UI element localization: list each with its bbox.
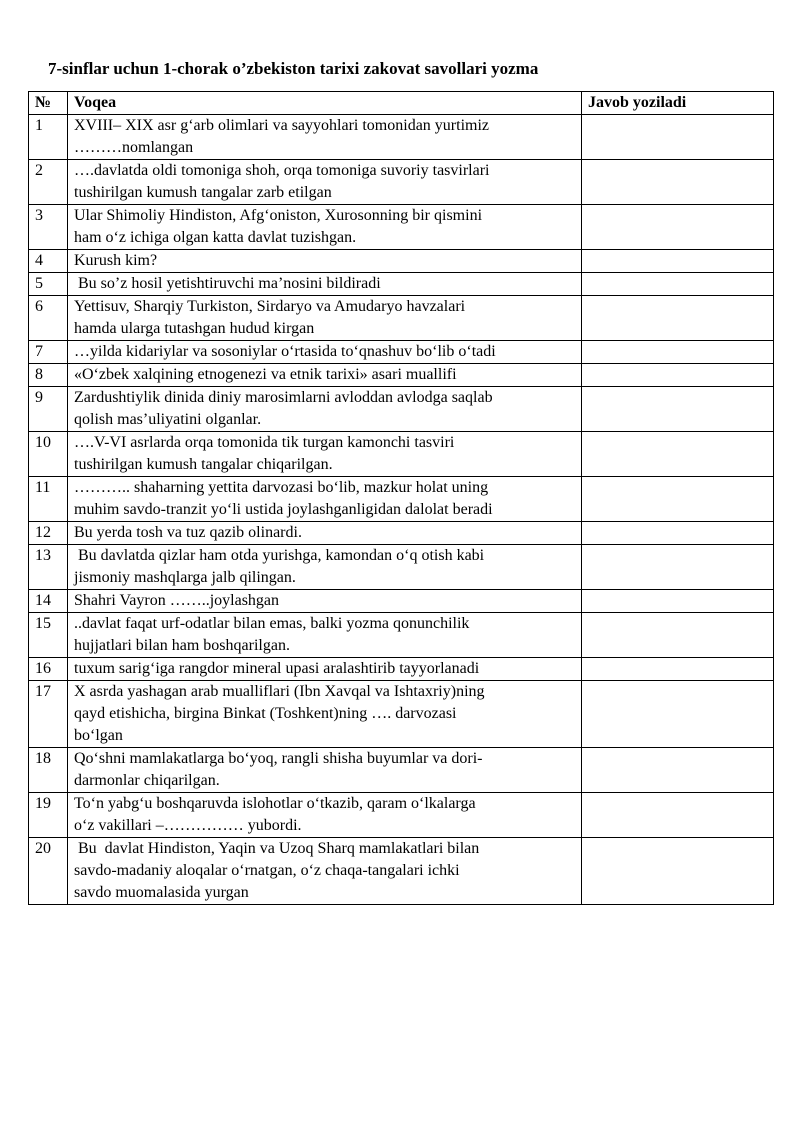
row-question: XVIII– XIX asr g‘arb olimlari va sayyohlari tomonidan yurtimiz ………nomlangan — [68, 115, 582, 160]
row-number: 11 — [29, 477, 68, 522]
row-answer-cell[interactable] — [582, 838, 774, 905]
table-row — [29, 681, 774, 748]
table-row — [29, 477, 774, 522]
row-question: Shahri Vayron ……..joylashgan — [68, 590, 582, 613]
row-question: X asrda yashagan arab mualliflari (Ibn Xavqal va Ishtaxriy)ning qayd etishicha, birgina Binkat (Toshkent)ning …. darvozasi bo‘lgan — [68, 681, 582, 748]
header-number: № — [29, 92, 68, 115]
row-question: Bu davlatda qizlar ham otda yurishga, kamondan o‘q otish kabi jismoniy mashqlarga jalb qilingan. — [68, 545, 582, 590]
table-row — [29, 545, 774, 590]
row-question: Bu davlat Hindiston, Yaqin va Uzoq Sharq mamlakatlari bilan savdo-madaniy aloqalar o‘rnatgan, o‘z chaqa-tangalari ichki savdo muomalasida yurgan — [68, 838, 582, 905]
row-answer-cell[interactable] — [582, 273, 774, 296]
row-number: 13 — [29, 545, 68, 590]
row-number: 14 — [29, 590, 68, 613]
row-question: tuxum sarig‘iga rangdor mineral upasi aralashtirib tayyorlanadi — [68, 658, 582, 681]
table-row — [29, 793, 774, 838]
row-answer-cell[interactable] — [582, 205, 774, 250]
row-question: ..davlat faqat urf-odatlar bilan emas, balki yozma qonunchilik hujjatlari bilan ham boshqarilgan. — [68, 613, 582, 658]
row-answer-cell[interactable] — [582, 160, 774, 205]
row-answer-cell[interactable] — [582, 590, 774, 613]
row-question: Kurush kim? — [68, 250, 582, 273]
row-question: ….davlatda oldi tomoniga shoh, orqa tomoniga suvoriy tasvirlari tushirilgan kumush tangalar zarb etilgan — [68, 160, 582, 205]
row-number: 12 — [29, 522, 68, 545]
row-answer-cell[interactable] — [582, 387, 774, 432]
row-answer-cell[interactable] — [582, 296, 774, 341]
table-row — [29, 748, 774, 793]
row-answer-cell[interactable] — [582, 793, 774, 838]
row-number: 18 — [29, 748, 68, 793]
table-row — [29, 273, 774, 296]
row-number: 8 — [29, 364, 68, 387]
row-number: 7 — [29, 341, 68, 364]
row-number: 6 — [29, 296, 68, 341]
row-answer-cell[interactable] — [582, 748, 774, 793]
row-number: 15 — [29, 613, 68, 658]
row-number: 10 — [29, 432, 68, 477]
table-header-row — [29, 92, 774, 115]
quiz-table — [28, 91, 774, 905]
table-row — [29, 590, 774, 613]
header-answer: Javob yoziladi — [582, 92, 774, 115]
row-answer-cell[interactable] — [582, 341, 774, 364]
row-question: …yilda kidariylar va sosoniylar o‘rtasida to‘qnashuv bo‘lib o‘tadi — [68, 341, 582, 364]
row-question: «O‘zbek xalqining etnogenezi va etnik tarixi» asari muallifi — [68, 364, 582, 387]
row-answer-cell[interactable] — [582, 364, 774, 387]
row-number: 16 — [29, 658, 68, 681]
row-number: 3 — [29, 205, 68, 250]
row-number: 20 — [29, 838, 68, 905]
table-row — [29, 613, 774, 658]
header-question: Voqea — [68, 92, 582, 115]
row-number: 4 — [29, 250, 68, 273]
page-title: 7-sinflar uchun 1-chorak o’zbekiston tarixi zakovat savollari yozma — [48, 59, 539, 78]
table-row — [29, 115, 774, 160]
table-row — [29, 838, 774, 905]
row-answer-cell[interactable] — [582, 115, 774, 160]
row-question: Zardushtiylik dinida diniy marosimlarni avloddan avlodga saqlab qolish mas’uliyatini olganlar. — [68, 387, 582, 432]
row-number: 2 — [29, 160, 68, 205]
row-number: 17 — [29, 681, 68, 748]
table-row — [29, 205, 774, 250]
row-question: Ular Shimoliy Hindiston, Afg‘oniston, Xurosonning bir qismini ham o‘z ichiga olgan katta davlat tuzishgan. — [68, 205, 582, 250]
table-row — [29, 387, 774, 432]
row-question: To‘n yabg‘u boshqaruvda islohotlar o‘tkazib, qaram o‘lkalarga o‘z vakillari –…………… yubordi. — [68, 793, 582, 838]
row-question: Bu yerda tosh va tuz qazib olinardi. — [68, 522, 582, 545]
row-answer-cell[interactable] — [582, 522, 774, 545]
table-row — [29, 296, 774, 341]
table-row — [29, 522, 774, 545]
row-question: ……….. shaharning yettita darvozasi bo‘lib, mazkur holat uning muhim savdo-tranzit yo‘li ustida joylashganligidan dalolat beradi — [68, 477, 582, 522]
row-question: Bu so’z hosil yetishtiruvchi ma’nosini bildiradi — [68, 273, 582, 296]
row-answer-cell[interactable] — [582, 250, 774, 273]
row-answer-cell[interactable] — [582, 613, 774, 658]
table-row — [29, 432, 774, 477]
table-row — [29, 364, 774, 387]
table-row — [29, 658, 774, 681]
row-question: Yettisuv, Sharqiy Turkiston, Sirdaryo va Amudaryo havzalari hamda ularga tutashgan hudud kirgan — [68, 296, 582, 341]
table-row — [29, 160, 774, 205]
table-row — [29, 250, 774, 273]
table-row — [29, 341, 774, 364]
row-answer-cell[interactable] — [582, 545, 774, 590]
row-answer-cell[interactable] — [582, 658, 774, 681]
row-answer-cell[interactable] — [582, 432, 774, 477]
row-number: 19 — [29, 793, 68, 838]
row-number: 9 — [29, 387, 68, 432]
row-answer-cell[interactable] — [582, 681, 774, 748]
row-answer-cell[interactable] — [582, 477, 774, 522]
row-number: 5 — [29, 273, 68, 296]
row-question: Qo‘shni mamlakatlarga bo‘yoq, rangli shisha buyumlar va dori- darmonlar chiqarilgan. — [68, 748, 582, 793]
row-number: 1 — [29, 115, 68, 160]
row-question: ….V-VI asrlarda orqa tomonida tik turgan kamonchi tasviri tushirilgan kumush tangalar chiqarilgan. — [68, 432, 582, 477]
